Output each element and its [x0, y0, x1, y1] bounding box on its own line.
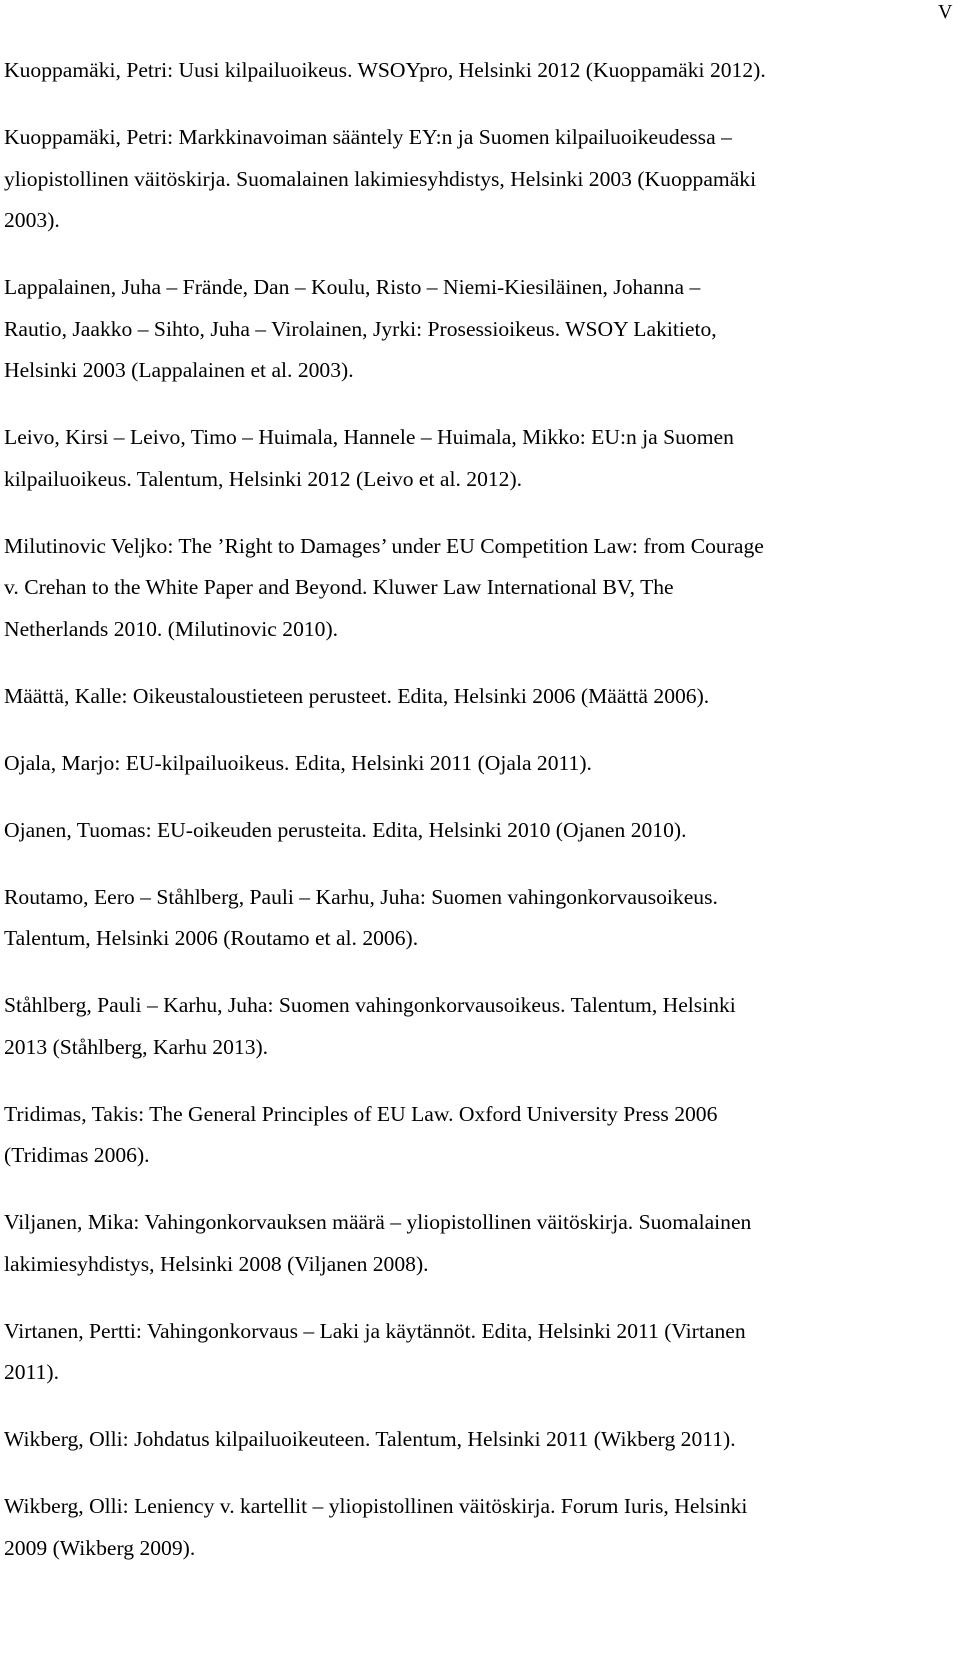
reference-list: [4, 50, 952, 1595]
reference-line: Rautio, Jaakko – Sihto, Juha – Virolainen, Jyrki: Prosessioikeus. WSOY Lakitieto,: [4, 316, 717, 341]
reference-line: Kuoppamäki, Petri: Markkinavoiman sääntely EY:n ja Suomen kilpailuoikeudessa –: [4, 125, 732, 149]
reference-line: 2011).: [4, 1360, 59, 1384]
reference-line: 2009 (Wikberg 2009).: [4, 1535, 196, 1560]
reference-entry: [4, 1094, 952, 1177]
reference-line: v. Crehan to the White Paper and Beyond. Kluwer Law International BV, The: [4, 575, 674, 599]
reference-entry: [4, 267, 952, 392]
reference-line: Tridimas, Takis: The General Principles of EU Law. Oxford University Press 2006: [4, 1101, 718, 1126]
reference-line: Virtanen, Pertti: Vahingonkorvaus – Laki ja käytännöt. Edita, Helsinki 2011 (Virtanen: [4, 1318, 746, 1343]
reference-line: Lappalainen, Juha – Frände, Dan – Koulu, Risto – Niemi-Kiesiläinen, Johanna –: [4, 275, 701, 299]
reference-line: Netherlands 2010. (Milutinovic 2010).: [4, 616, 339, 641]
reference-entry: [4, 50, 952, 92]
reference-entry: [4, 1419, 952, 1461]
reference-line: yliopistollinen väitöskirja. Suomalainen lakimiesyhdistys, Helsinki 2003 (Kuoppamäki: [4, 166, 757, 191]
reference-entry: [4, 810, 952, 852]
reference-line: Helsinki 2003 (Lappalainen et al. 2003).: [4, 358, 354, 382]
reference-entry: [4, 676, 952, 718]
reference-line: Wikberg, Olli: Leniency v. kartellit – yliopistollinen väitöskirja. Forum Iuris, Helsinki: [4, 1494, 748, 1518]
reference-entry: [4, 1486, 952, 1569]
reference-line: kilpailuoikeus. Talentum, Helsinki 2012 (Leivo et al. 2012).: [4, 466, 523, 491]
reference-line: lakimiesyhdistys, Helsinki 2008 (Viljanen 2008).: [4, 1251, 429, 1276]
reference-line: Leivo, Kirsi – Leivo, Timo – Huimala, Hannele – Huimala, Mikko: EU:n ja Suomen: [4, 425, 734, 449]
reference-line: Ojanen, Tuomas: EU-oikeuden perusteita. Edita, Helsinki 2010 (Ojanen 2010).: [4, 817, 687, 842]
reference-line: 2003).: [4, 208, 60, 232]
reference-line: Talentum, Helsinki 2006 (Routamo et al. 2006).: [4, 926, 419, 950]
reference-entry: [4, 1311, 952, 1394]
reference-entry: [4, 877, 952, 960]
reference-entry: [4, 1202, 952, 1285]
page-number: V: [938, 1, 953, 23]
reference-line: 2013 (Ståhlberg, Karhu 2013).: [4, 1034, 269, 1059]
reference-entry: [4, 117, 952, 242]
reference-line: (Tridimas 2006).: [4, 1143, 150, 1167]
reference-line: Viljanen, Mika: Vahingonkorvauksen määrä – yliopistollinen väitöskirja. Suomalainen: [4, 1210, 752, 1234]
reference-entry: [4, 985, 952, 1068]
reference-line: Routamo, Eero – Ståhlberg, Pauli – Karhu, Juha: Suomen vahingonkorvausoikeus.: [4, 884, 718, 909]
reference-line: Määttä, Kalle: Oikeustaloustieteen perusteet. Edita, Helsinki 2006 (Määttä 2006).: [4, 683, 710, 708]
reference-entry: [4, 743, 952, 785]
reference-entry: [4, 526, 952, 651]
reference-line: Milutinovic Veljko: The ’Right to Damages’ under EU Competition Law: from Courage: [4, 533, 764, 558]
reference-line: Ståhlberg, Pauli – Karhu, Juha: Suomen vahingonkorvausoikeus. Talentum, Helsinki: [4, 993, 736, 1017]
reference-line: Ojala, Marjo: EU-kilpailuoikeus. Edita, Helsinki 2011 (Ojala 2011).: [4, 750, 592, 775]
reference-entry: [4, 417, 952, 500]
reference-line: Kuoppamäki, Petri: Uusi kilpailuoikeus. WSOYpro, Helsinki 2012 (Kuoppamäki 2012).: [4, 58, 766, 82]
reference-line: Wikberg, Olli: Johdatus kilpailuoikeuteen. Talentum, Helsinki 2011 (Wikberg 2011).: [4, 1427, 736, 1451]
